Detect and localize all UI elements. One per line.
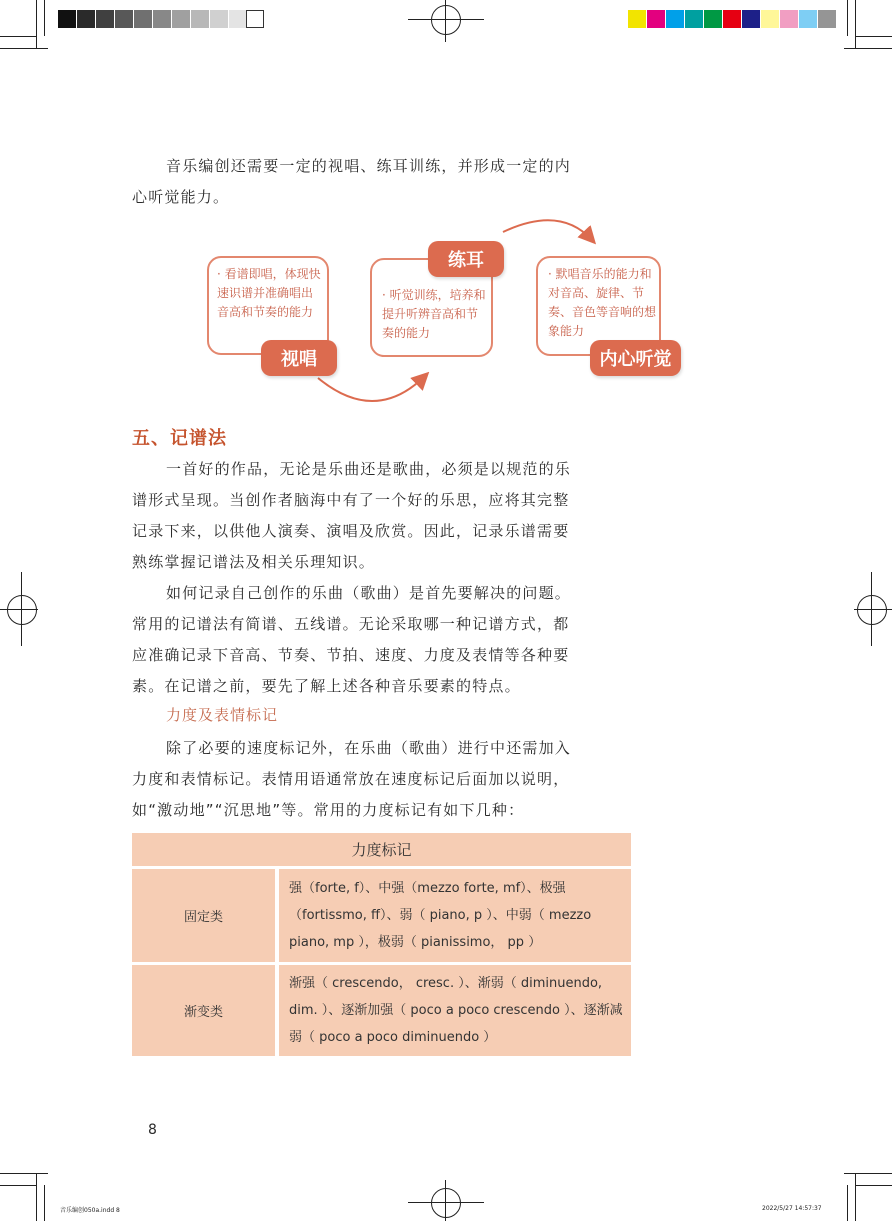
row-content: 强（forte, f）、中强（mezzo forte, mf）、极强（fortissmo, ff）、弱（ piano, p ）、中弱（ mezzo piano, mp ），极弱（ pianissimo， pp ）: [279, 869, 631, 965]
sight-singing-desc: · 看谱即唱，体现快速识谱并准确唱出音高和节奏的能力: [217, 267, 321, 319]
slug-timestamp: 2022/5/27 14:57:37: [762, 1205, 822, 1212]
table-header: 力度标记: [132, 833, 631, 869]
row-category: 渐变类: [132, 965, 279, 1056]
paragraph-1: 一首好的作品，无论是乐曲还是歌曲，必须是以规范的乐谱形式呈现。当创作者脑海中有了一个好的乐思，应将其完整记录下来，以供他人演奏、演唱及欣赏。因此，记录乐谱需要熟练掌握记谱法及相关乐理知识。: [132, 460, 572, 571]
paragraph-3: 除了必要的速度标记外，在乐曲（歌曲）进行中还需加入力度和表情标记。表情用语通常放在速度标记后面加以说明，如“激动地”“沉思地”等。常用的力度标记有如下几种：: [132, 739, 572, 819]
table-row: [132, 869, 631, 965]
intro-paragraph: 音乐编创还需要一定的视唱、练耳训练，并形成一定的内心听觉能力。: [132, 157, 572, 206]
row-content: 渐强（ crescendo， cresc. ）、渐弱（ diminuendo, dim. ）、逐渐加强（ poco a poco crescendo ）、逐渐减弱（ poco a poco diminuendo ）: [279, 965, 631, 1056]
inner-hearing-label: 内心听觉: [590, 340, 681, 376]
paragraph-2: 如何记录自己创作的乐曲（歌曲）是首先要解决的问题。常用的记谱法有简谱、五线谱。无论采取哪一种记谱方式，都应准确记录下音高、节奏、节拍、速度、力度及表情等各种要素。在记谱之前，要先了解上述各种音乐要素的特点。: [132, 584, 572, 695]
slug-filename: 音乐编创050a.indd 8: [60, 1207, 120, 1214]
row-category: 固定类: [132, 869, 279, 965]
diagram-arrows: [0, 0, 892, 420]
page-number: 8: [148, 1122, 157, 1138]
ear-training-label: 练耳: [428, 241, 504, 277]
subsection-title: 力度及表情标记: [166, 706, 279, 724]
inner-hearing-desc: · 默唱音乐的能力和对音高、旋律、节奏、音色等音响的想象能力: [548, 267, 657, 338]
sight-singing-label: 视唱: [261, 340, 337, 376]
section-title: 五、记谱法: [132, 428, 227, 449]
ear-training-desc: · 听觉训练，培养和提升听辨音高和节奏的能力: [382, 288, 486, 340]
table-row: [132, 965, 631, 1056]
dynamics-table: [132, 833, 631, 1056]
